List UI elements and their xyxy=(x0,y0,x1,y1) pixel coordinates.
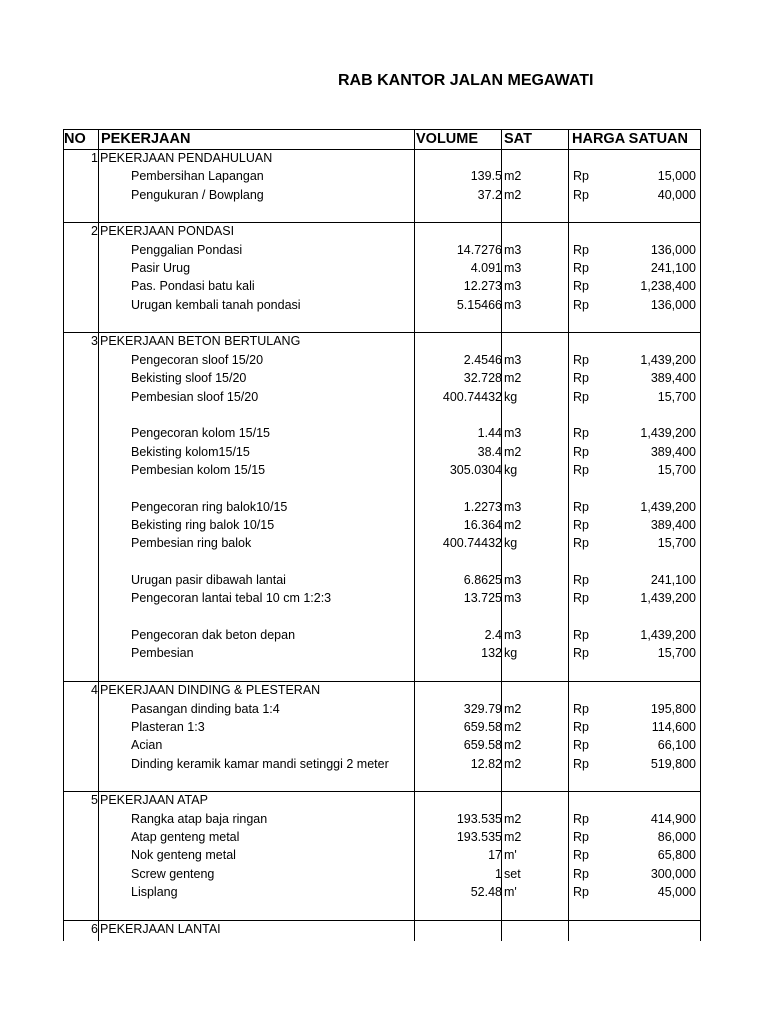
currency-label: Rp xyxy=(573,463,589,477)
unit-price: 1,439,200 xyxy=(640,353,696,367)
unit-price: 1,238,400 xyxy=(640,279,696,293)
unit-value: m2 xyxy=(504,371,522,385)
section-divider xyxy=(63,920,701,921)
table-row xyxy=(63,644,701,662)
unit-price: 114,600 xyxy=(651,720,696,734)
unit-value: m' xyxy=(504,885,517,899)
blank-row xyxy=(63,479,701,497)
work-item: Pasir Urug xyxy=(131,261,191,275)
unit-price: 15,700 xyxy=(657,646,696,660)
currency-label: Rp xyxy=(573,646,589,660)
volume-value: 17 xyxy=(488,848,502,862)
work-item: Pengecoran lantai tebal 10 cm 1:2:3 xyxy=(131,591,332,605)
unit-value: m2 xyxy=(504,445,522,459)
item-number: 4 xyxy=(91,683,98,697)
unit-value: m3 xyxy=(504,279,522,293)
section-row xyxy=(63,222,701,240)
volume-value: 305.0304 xyxy=(449,463,502,477)
currency-label: Rp xyxy=(573,445,589,459)
unit-price: 136,000 xyxy=(650,298,696,312)
table-row xyxy=(63,571,701,589)
volume-value: 16.364 xyxy=(463,518,502,532)
work-item: Screw genteng xyxy=(131,867,215,881)
blank-row xyxy=(63,314,701,332)
blank-row xyxy=(63,663,701,681)
table-row xyxy=(63,259,701,277)
volume-value: 4.091 xyxy=(470,261,502,275)
volume-value: 1.44 xyxy=(477,426,502,440)
table-row xyxy=(63,755,701,773)
table-row xyxy=(63,296,701,314)
currency-label: Rp xyxy=(573,298,589,312)
currency-label: Rp xyxy=(573,830,589,844)
blank-row xyxy=(63,608,701,626)
unit-value: m3 xyxy=(504,426,522,440)
blank-row xyxy=(63,773,701,791)
unit-value: m2 xyxy=(504,830,522,844)
unit-value: m3 xyxy=(504,628,522,642)
sheet-title: RAB KANTOR JALAN MEGAWATI xyxy=(338,72,594,89)
unit-value: kg xyxy=(504,536,518,550)
unit-value: m2 xyxy=(504,738,522,752)
work-item: Pembesian sloof 15/20 xyxy=(131,390,259,404)
table-row xyxy=(63,846,701,864)
work-item: Pengecoran ring balok10/15 xyxy=(131,500,288,514)
volume-value: 659.58 xyxy=(463,738,502,752)
volume-value: 659.58 xyxy=(463,720,502,734)
volume-value: 132 xyxy=(481,646,502,660)
table-row xyxy=(63,736,701,754)
unit-price: 65,800 xyxy=(657,848,696,862)
volume-value: 2.4 xyxy=(484,628,502,642)
unit-price: 66,100 xyxy=(657,738,696,752)
header-harga-satuan: HARGA SATUAN xyxy=(572,131,688,147)
table-row xyxy=(63,828,701,846)
volume-value: 13.725 xyxy=(463,591,502,605)
volume-value: 1.2273 xyxy=(463,500,502,514)
unit-value: m2 xyxy=(504,757,522,771)
table-row xyxy=(63,241,701,259)
item-number: 1 xyxy=(91,151,98,165)
volume-value: 1 xyxy=(495,867,502,881)
unit-price: 15,700 xyxy=(657,463,696,477)
volume-value: 193.535 xyxy=(456,830,502,844)
section-title: PEKERJAAN DINDING & PLESTERAN xyxy=(100,683,321,697)
volume-value: 12.273 xyxy=(463,279,502,293)
work-item: Pengecoran kolom 15/15 xyxy=(131,426,270,440)
section-title: PEKERJAAN BETON BERTULANG xyxy=(100,334,301,348)
unit-value: kg xyxy=(504,390,518,404)
header-volume: VOLUME xyxy=(416,131,479,147)
work-item: Plasteran 1:3 xyxy=(131,720,205,734)
section-row xyxy=(63,681,701,699)
unit-price: 414,900 xyxy=(650,812,696,826)
work-item: Lisplang xyxy=(131,885,178,899)
volume-value: 329.79 xyxy=(463,702,502,716)
section-row xyxy=(63,149,701,167)
currency-label: Rp xyxy=(573,738,589,752)
unit-value: m3 xyxy=(504,298,522,312)
unit-value: m3 xyxy=(504,261,522,275)
unit-value: m2 xyxy=(504,702,522,716)
unit-price: 15,700 xyxy=(657,536,696,550)
work-item: Atap genteng metal xyxy=(131,830,240,844)
unit-value: m2 xyxy=(504,518,522,532)
unit-price: 389,400 xyxy=(650,518,696,532)
table-row xyxy=(63,461,701,479)
unit-price: 241,100 xyxy=(650,573,696,587)
volume-value: 14.7276 xyxy=(456,243,502,257)
work-item: Penggalian Pondasi xyxy=(131,243,243,257)
table-row xyxy=(63,865,701,883)
volume-value: 139.5 xyxy=(470,169,502,183)
volume-value: 193.535 xyxy=(456,812,502,826)
unit-price: 300,000 xyxy=(650,867,696,881)
work-item: Rangka atap baja ringan xyxy=(131,812,268,826)
blank-row xyxy=(63,901,701,919)
table-row xyxy=(63,167,701,185)
work-item: Urugan kembali tanah pondasi xyxy=(131,298,301,312)
section-row xyxy=(63,332,701,350)
unit-value: m3 xyxy=(504,573,522,587)
currency-label: Rp xyxy=(573,573,589,587)
currency-label: Rp xyxy=(573,169,589,183)
currency-label: Rp xyxy=(573,390,589,404)
currency-label: Rp xyxy=(573,591,589,605)
unit-price: 86,000 xyxy=(657,830,696,844)
unit-price: 1,439,200 xyxy=(640,500,696,514)
volume-value: 32.728 xyxy=(463,371,502,385)
work-item: Pembesian kolom 15/15 xyxy=(131,463,266,477)
unit-price: 136,000 xyxy=(650,243,696,257)
volume-value: 12.82 xyxy=(470,757,502,771)
table-row xyxy=(63,626,701,644)
unit-price: 195,800 xyxy=(650,702,696,716)
cost-table xyxy=(63,129,701,941)
unit-value: m3 xyxy=(504,353,522,367)
unit-price: 45,000 xyxy=(657,885,696,899)
table-row xyxy=(63,388,701,406)
unit-price: 241,100 xyxy=(650,261,696,275)
work-item: Pengukuran / Bowplang xyxy=(131,188,264,202)
volume-value: 5.15466 xyxy=(456,298,502,312)
currency-label: Rp xyxy=(573,279,589,293)
volume-value: 6.8625 xyxy=(463,573,502,587)
work-item: Dinding keramik kamar mandi setinggi 2 meter xyxy=(131,757,389,771)
volume-value: 400.74432 xyxy=(442,536,502,550)
currency-label: Rp xyxy=(573,243,589,257)
table-row xyxy=(63,589,701,607)
work-item: Pengecoran dak beton depan xyxy=(131,628,296,642)
unit-value: m2 xyxy=(504,812,522,826)
table-row xyxy=(63,277,701,295)
section-divider xyxy=(63,222,701,223)
currency-label: Rp xyxy=(573,188,589,202)
section-row xyxy=(63,791,701,809)
item-number: 2 xyxy=(91,224,98,238)
table-row xyxy=(63,498,701,516)
blank-row xyxy=(63,553,701,571)
currency-label: Rp xyxy=(573,702,589,716)
currency-label: Rp xyxy=(573,720,589,734)
currency-label: Rp xyxy=(573,371,589,385)
unit-price: 389,400 xyxy=(650,445,696,459)
work-item: Urugan pasir dibawah lantai xyxy=(131,573,286,587)
table-row xyxy=(63,516,701,534)
currency-label: Rp xyxy=(573,885,589,899)
unit-price: 389,400 xyxy=(650,371,696,385)
volume-value: 38.4 xyxy=(477,445,502,459)
work-item: Pas. Pondasi batu kali xyxy=(131,279,255,293)
currency-label: Rp xyxy=(573,353,589,367)
table-row xyxy=(63,534,701,552)
section-title: PEKERJAAN PONDASI xyxy=(100,224,235,238)
unit-value: m3 xyxy=(504,243,522,257)
unit-value: m3 xyxy=(504,500,522,514)
work-item: Bekisting sloof 15/20 xyxy=(131,371,247,385)
section-title: PEKERJAAN ATAP xyxy=(100,793,208,807)
unit-value: kg xyxy=(504,646,518,660)
section-divider xyxy=(63,791,701,792)
currency-label: Rp xyxy=(573,757,589,771)
currency-label: Rp xyxy=(573,518,589,532)
work-item: Bekisting kolom15/15 xyxy=(131,445,250,459)
unit-price: 1,439,200 xyxy=(640,591,696,605)
currency-label: Rp xyxy=(573,261,589,275)
currency-label: Rp xyxy=(573,500,589,514)
unit-value: m3 xyxy=(504,591,522,605)
item-number: 6 xyxy=(91,922,98,936)
work-item: Bekisting ring balok 10/15 xyxy=(131,518,275,532)
section-title: PEKERJAAN LANTAI xyxy=(100,922,221,936)
currency-label: Rp xyxy=(573,426,589,440)
work-item: Pasangan dinding bata 1:4 xyxy=(131,702,280,716)
item-number: 5 xyxy=(91,793,98,807)
table-row xyxy=(63,424,701,442)
work-item: Nok genteng metal xyxy=(131,848,236,862)
work-item: Pembersihan Lapangan xyxy=(131,169,264,183)
currency-label: Rp xyxy=(573,848,589,862)
table-row xyxy=(63,700,701,718)
table-row xyxy=(63,186,701,204)
unit-price: 1,439,200 xyxy=(640,628,696,642)
table-row xyxy=(63,369,701,387)
currency-label: Rp xyxy=(573,867,589,881)
section-divider xyxy=(63,332,701,333)
volume-value: 400.74432 xyxy=(442,390,502,404)
section-row xyxy=(63,920,701,938)
table-row xyxy=(63,351,701,369)
unit-price: 15,700 xyxy=(657,390,696,404)
unit-price: 40,000 xyxy=(657,188,696,202)
table-row xyxy=(63,443,701,461)
volume-value: 52.48 xyxy=(470,885,502,899)
item-number: 3 xyxy=(91,334,98,348)
table-row xyxy=(63,883,701,901)
section-title: PEKERJAAN PENDAHULUAN xyxy=(100,151,273,165)
unit-value: m2 xyxy=(504,169,522,183)
header-sat: SAT xyxy=(504,131,532,147)
work-item: Pembesian xyxy=(131,646,194,660)
unit-value: m2 xyxy=(504,720,522,734)
header-no: NO xyxy=(64,131,86,147)
unit-price: 519,800 xyxy=(650,757,696,771)
blank-row xyxy=(63,406,701,424)
header-pekerjaan: PEKERJAAN xyxy=(101,131,191,147)
section-divider xyxy=(63,681,701,682)
unit-price: 1,439,200 xyxy=(640,426,696,440)
currency-label: Rp xyxy=(573,628,589,642)
volume-value: 2.4546 xyxy=(463,353,502,367)
unit-price: 15,000 xyxy=(657,169,696,183)
volume-value: 37.2 xyxy=(477,188,502,202)
unit-value: m2 xyxy=(504,188,522,202)
table-row xyxy=(63,718,701,736)
blank-row xyxy=(63,204,701,222)
currency-label: Rp xyxy=(573,536,589,550)
work-item: Acian xyxy=(131,738,163,752)
currency-label: Rp xyxy=(573,812,589,826)
work-item: Pembesian ring balok xyxy=(131,536,252,550)
unit-value: set xyxy=(504,867,521,881)
work-item: Pengecoran sloof 15/20 xyxy=(131,353,264,367)
unit-value: m' xyxy=(504,848,517,862)
unit-value: kg xyxy=(504,463,518,477)
table-row xyxy=(63,810,701,828)
